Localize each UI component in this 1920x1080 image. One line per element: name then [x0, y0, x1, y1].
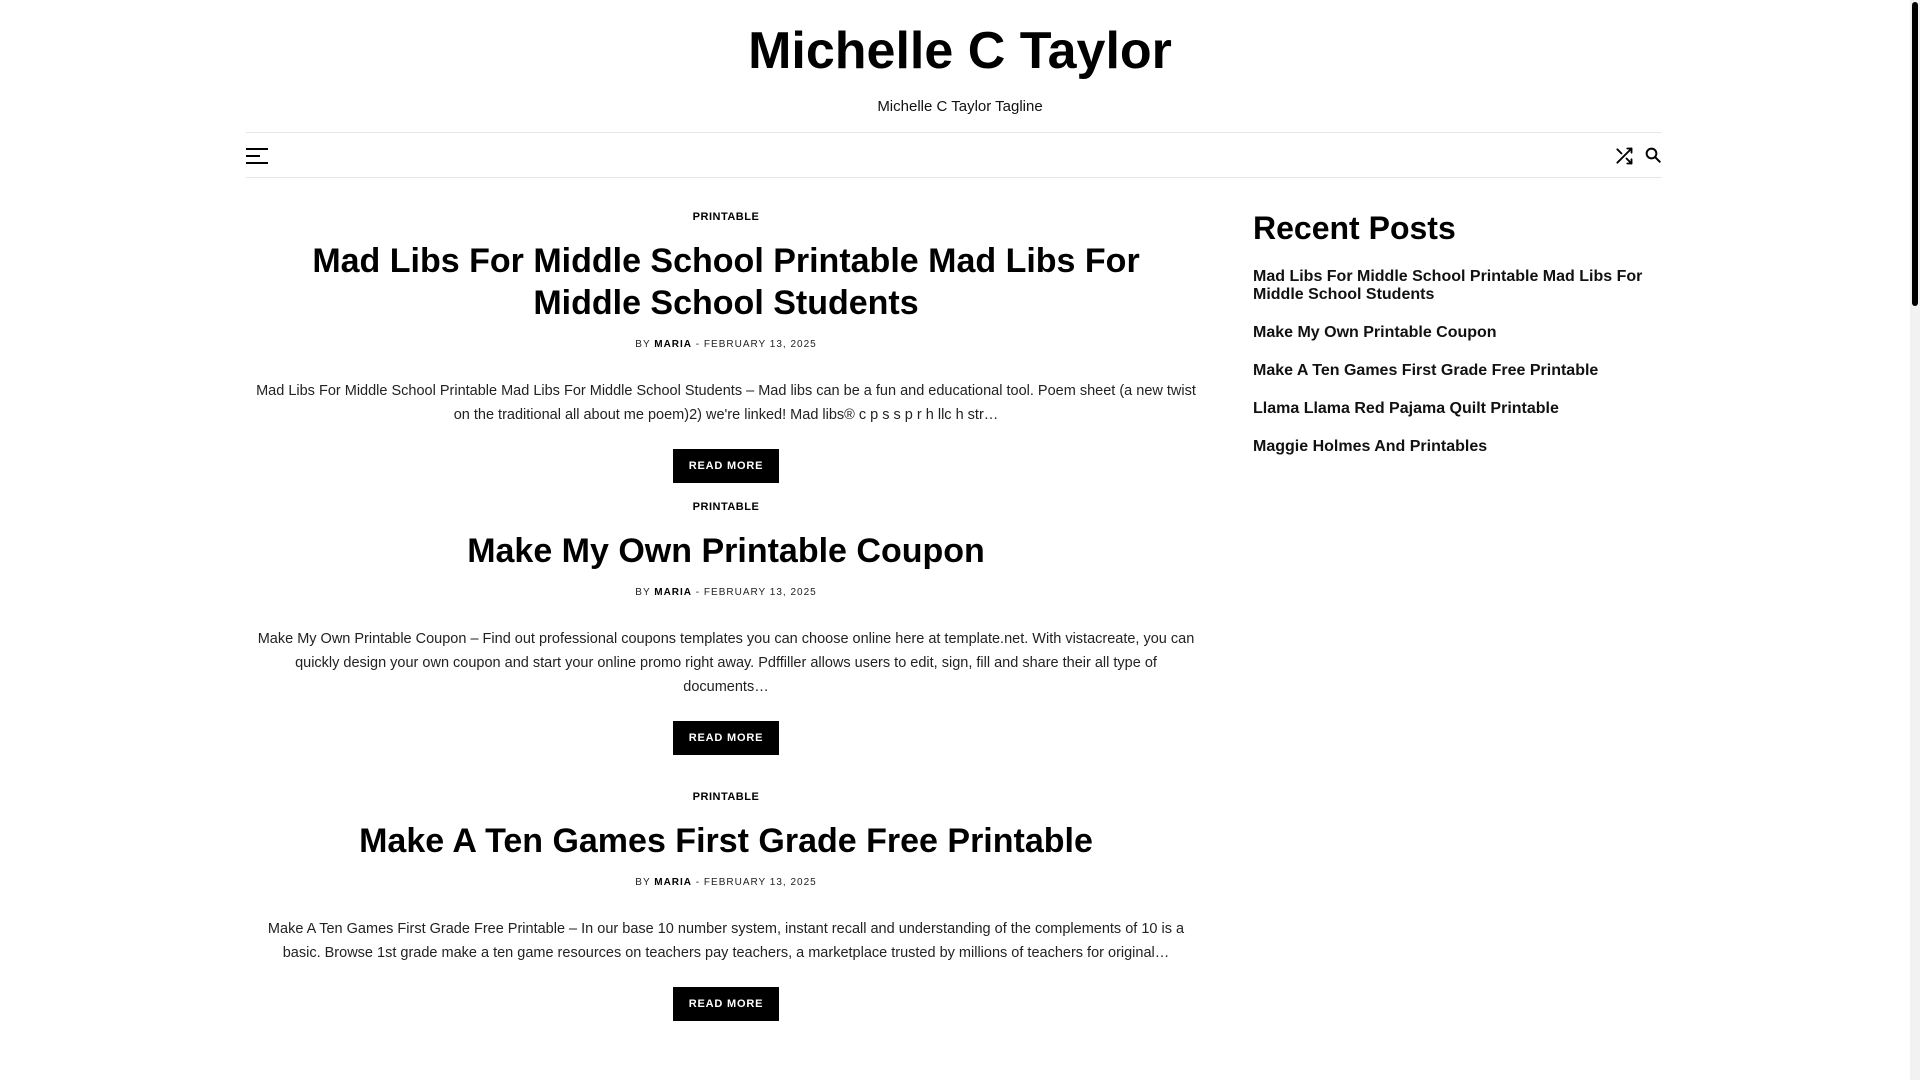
post-category[interactable]: PRINTABLE [692, 791, 760, 803]
meta-separator: - [695, 339, 701, 350]
post-card [246, 178, 1206, 472]
post-card [246, 758, 1206, 1048]
post-title[interactable]: Make My Own Printable Coupon [467, 532, 985, 570]
post-by: BY [635, 877, 651, 888]
post-author[interactable]: MARIA [654, 339, 693, 350]
post-excerpt: Make My Own Printable Coupon – Find out professional coupons templates you can choose online here at template.net. With vistacreate, you can quickly design your own coupon and start your online promo right away. Pdffiller allows users to edit, sign, fill and share their all type of documents… [257, 631, 1195, 695]
page-scrollbar[interactable] [1910, 0, 1920, 1080]
post-by: BY [635, 339, 651, 350]
recent-posts-list [1253, 268, 1673, 456]
shuffle-icon[interactable] [1614, 146, 1634, 166]
post-meta [246, 586, 1206, 600]
post-category[interactable]: PRINTABLE [692, 501, 760, 513]
read-more-button[interactable]: READ MORE [673, 987, 779, 1021]
recent-post-link[interactable]: Make My Own Printable Coupon [1253, 324, 1497, 341]
post-title[interactable]: Make A Ten Games First Grade Free Printable [359, 822, 1093, 860]
sidebar [1253, 178, 1673, 476]
recent-post-link[interactable]: Maggie Holmes And Printables [1253, 438, 1488, 455]
post-date: FEBRUARY 13, 2025 [703, 339, 817, 350]
post-date: FEBRUARY 13, 2025 [703, 587, 817, 598]
nav-bar [246, 132, 1662, 178]
post-meta [246, 876, 1206, 890]
post-excerpt: Mad Libs For Middle School Printable Mad Libs For Middle School Students – Mad libs can be a fun and educational tool. Poem sheet (a new twist on the traditional all about me poem)2) we're linked! Mad libs® c p s s p r h llc h str… [256, 383, 1196, 423]
menu-icon[interactable] [246, 148, 268, 164]
post-title[interactable]: Mad Libs For Middle School Printable Mad Libs For Middle School Students [312, 242, 1140, 322]
site-title[interactable]: Michelle C Taylor [748, 22, 1172, 80]
post-meta [246, 338, 1206, 352]
post-card [246, 468, 1206, 758]
site-header [0, 0, 1920, 132]
post-by: BY [635, 587, 651, 598]
read-more-button[interactable]: READ MORE [673, 721, 779, 755]
post-category[interactable]: PRINTABLE [692, 211, 760, 223]
post-excerpt: Make A Ten Games First Grade Free Printable – In our base 10 number system, instant recall and understanding of the complements of 10 is a basic. Browse 1st grade make a ten game resources on teachers pay teachers, a marketplace trusted by millions of teachers for original… [267, 921, 1185, 961]
recent-post-link[interactable]: Mad Libs For Middle School Printable Mad Libs For Middle School Students [1253, 268, 1643, 303]
recent-posts-title: Recent Posts [1253, 210, 1456, 246]
post-list [246, 178, 1206, 1048]
meta-separator: - [695, 587, 701, 598]
recent-post-link[interactable]: Llama Llama Red Pajama Quilt Printable [1253, 400, 1559, 417]
search-icon[interactable] [1644, 146, 1662, 164]
recent-post-link[interactable]: Make A Ten Games First Grade Free Printable [1253, 362, 1599, 379]
post-author[interactable]: MARIA [654, 877, 693, 888]
site-tagline: Michelle C Taylor Tagline [877, 98, 1043, 115]
post-author[interactable]: MARIA [654, 587, 693, 598]
meta-separator: - [695, 877, 701, 888]
scrollbar-thumb[interactable] [1912, 2, 1918, 306]
read-more-button[interactable]: READ MORE [673, 449, 779, 483]
post-date: FEBRUARY 13, 2025 [703, 877, 817, 888]
